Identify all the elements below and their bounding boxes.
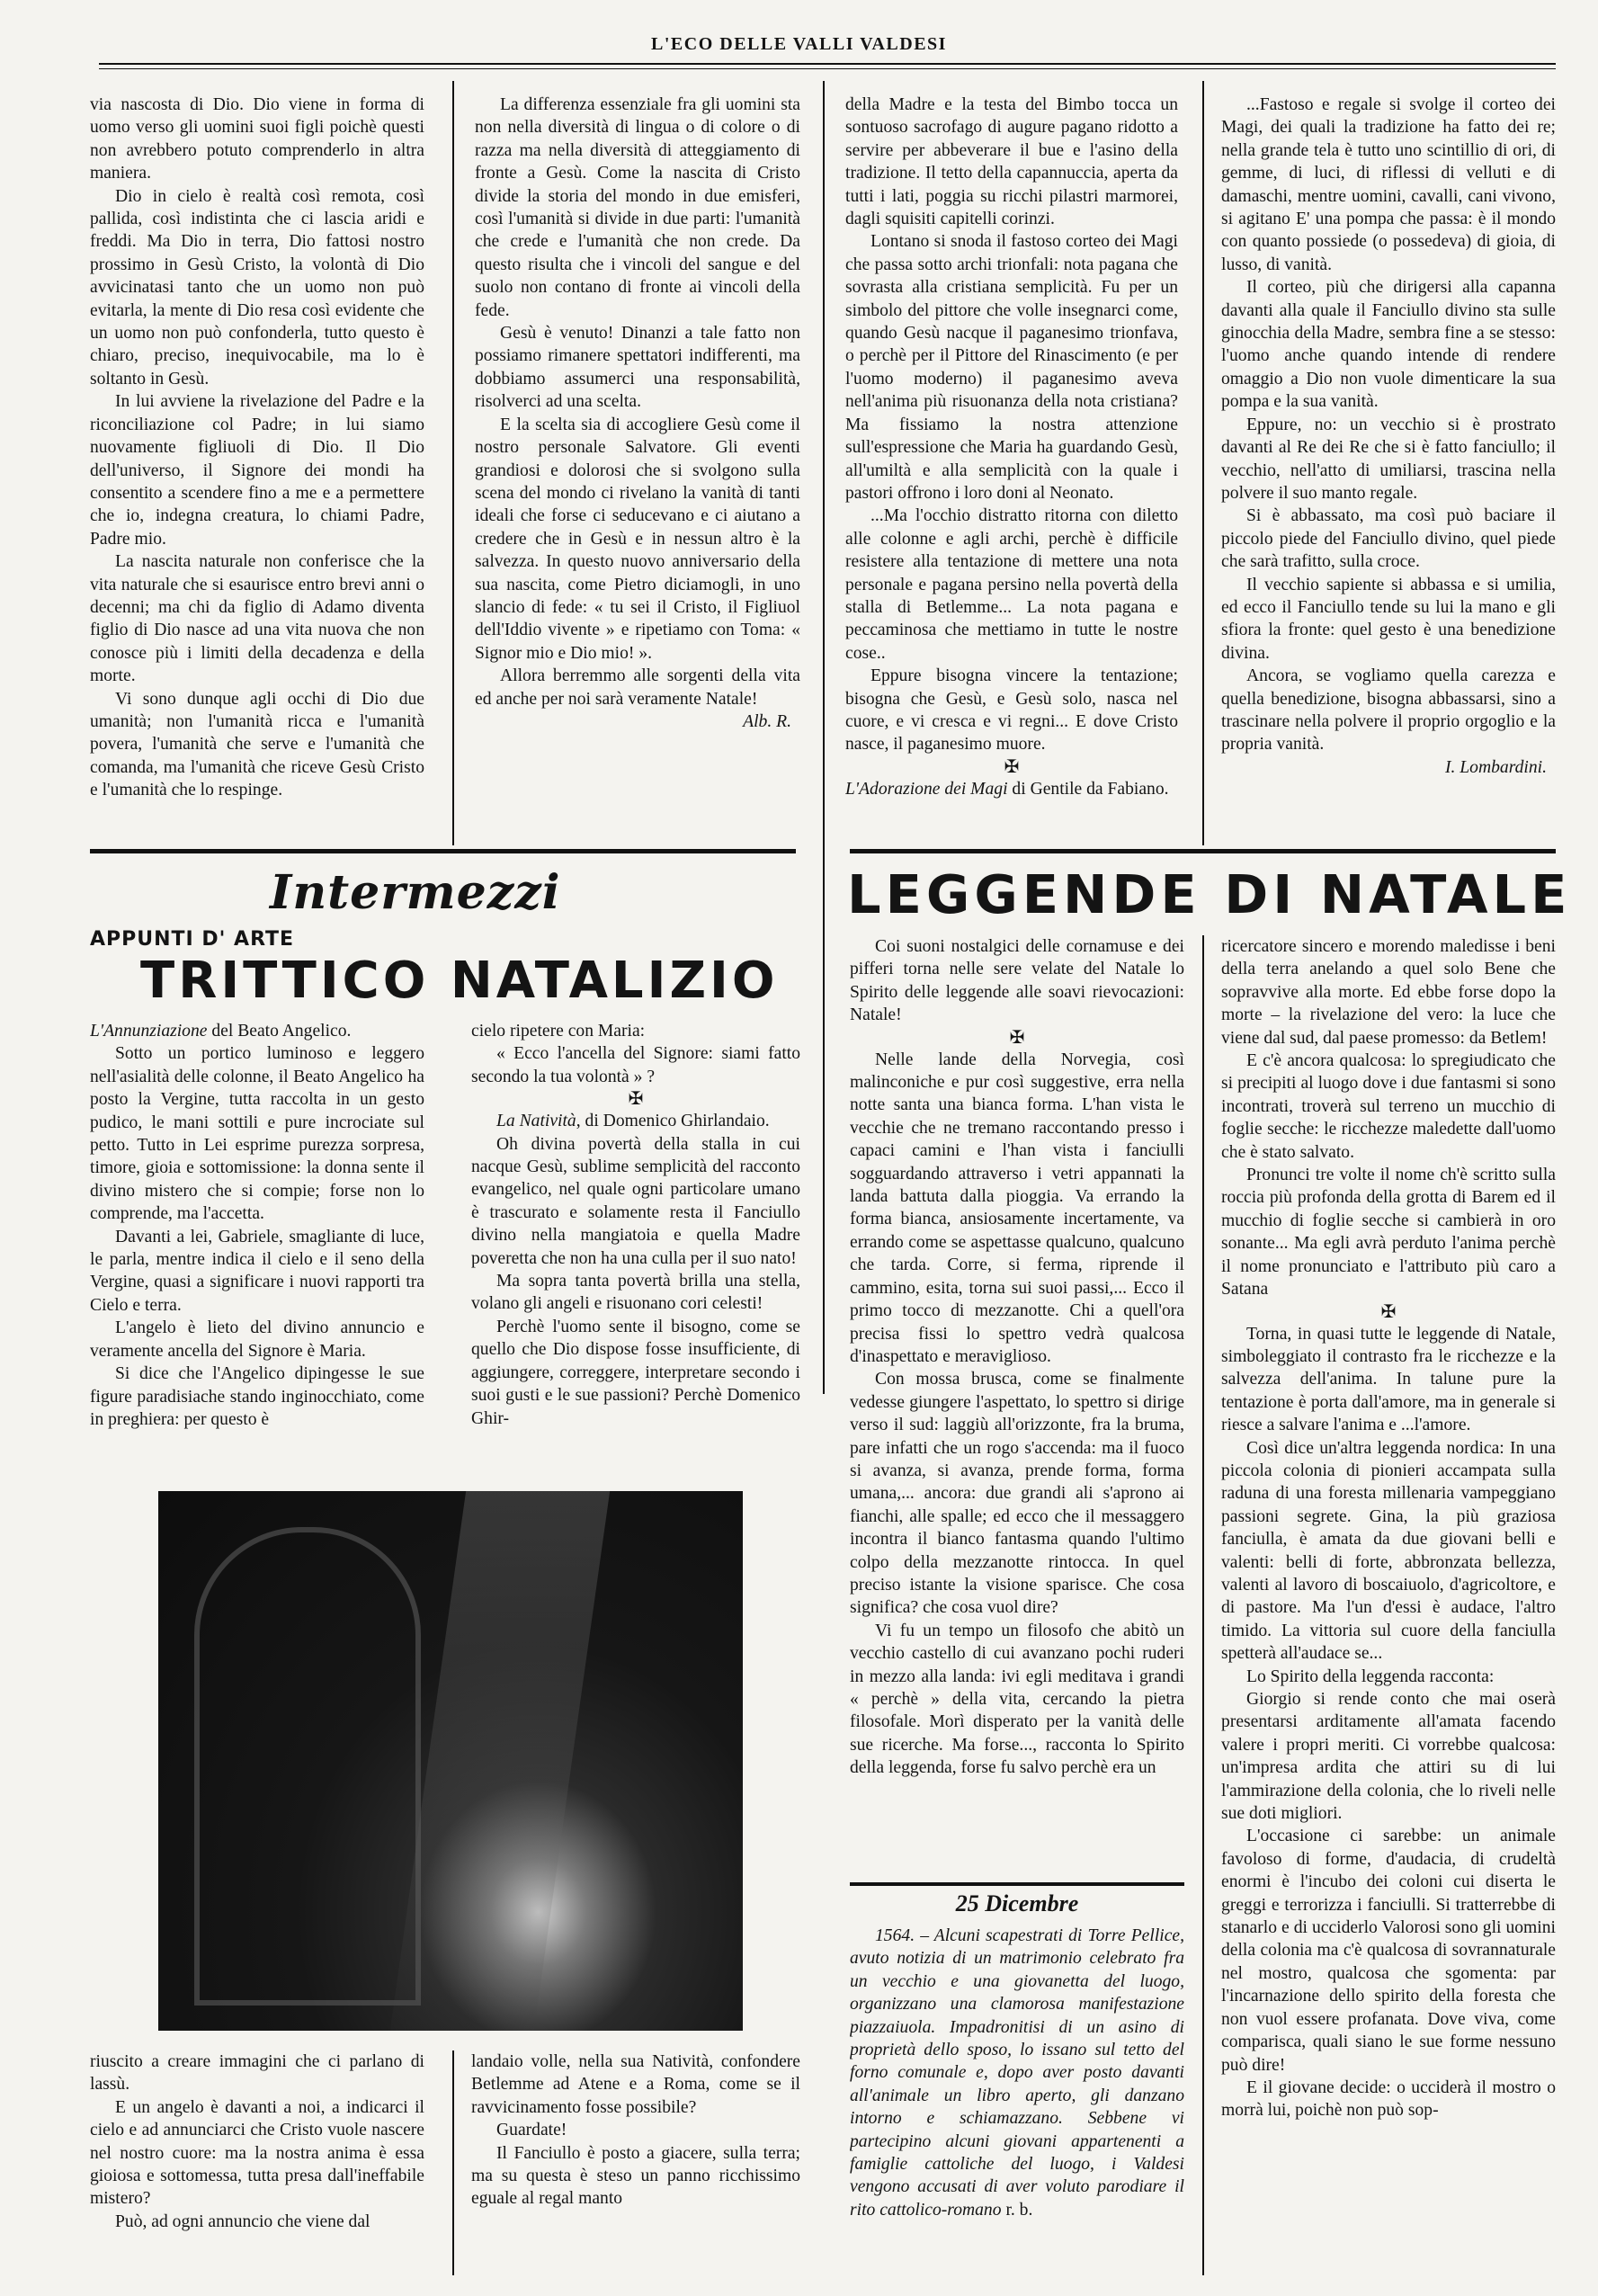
- paragraph: Con mossa brusca, come se finalmente vedesse giungere l'aspettato, lo spettro si dirige verso il sud: laggiù all'orizzonte, fra la bruma, pare infatti che un rogo s'accenda: ma il fuoco si avanza, si avanza, prende forma, forma umana,... ancora: due grandi ali s'aprono ai fianchi, alle spalle; ed ecco che il messaggero incontra il bianco fantasma quando l'ultimo colpo della mezzanotte rintocca. In quel preciso istante la visione sparisce. Che cosa significa? che cosa vuol dire?: [850, 1370, 1184, 1618]
- paragraph: Oh divina povertà della stalla in cui nacque Gesù, sublime semplicità del racconto evangelico, nel quale ogni particolare umano è trascurato e solamente resta il Fanciullo divino nella mangiatoia e quella Madre poveretta che non ha una culla per il suo nato!: [471, 1134, 800, 1268]
- leggende-headline: LEGGENDE DI NATALE: [847, 863, 1572, 925]
- cross-ornament: ✠: [1380, 1301, 1397, 1322]
- paragraph: Lo Spirito della leggenda racconta:: [1246, 1666, 1495, 1686]
- paragraph: Si è abbassato, ma così può baciare il piccolo piede del Fanciullo divino, quel piede che sarà trafitto, sulla croce.: [1221, 506, 1556, 572]
- dicembre-text: 1564. – Alcuni scapestrati di Torre Pellice, avuto notizia di un matrimonio celebrato fra un vecchio e una giovanetta del luogo, organizzano una clamorosa manifestazione piazzaiuola. Impadronitisi di un asino di proprietà dello sposo, lo issano sul tetto del forno comunale e, dopo aver posto davanti all'animale un libro aperto, gli danzano intorno e schiamazzano. Sebbene vi partecipino alcuni giovani appartenenti a famiglie cattoliche del luogo, i Valdesi vengono accusati di aver voluto parodiare il rito cattolico-romano: [850, 1926, 1184, 2220]
- paragraph: Giorgio si rende conto che mai oserà presentarsi arditamente all'amata facendo valere i propri meriti. Ci vorrebbe qualcosa: un'impresa ardita che attiri su di lui l'ammirazione della colonia, che lo riveli nelle sue doti migliori.: [1221, 1690, 1556, 1824]
- paragraph: Eppure bisogna vincere la tentazione; bisogna che Gesù, e Gesù solo, nasca nel cuore, e vi cresca e vi regni... E dove Cristo nasce, il paganesimo muore.: [845, 666, 1178, 755]
- intermezzi-title: Intermezzi: [270, 865, 561, 920]
- paragraph: Guardate!: [496, 2121, 567, 2140]
- photo-arch-shape: [194, 1527, 421, 2006]
- section-rule-left: [90, 849, 796, 853]
- paragraph: Nelle lande della Norvegia, così malinconiche e pur così suggestive, erra nella notte santa una bianca forma. L'han vista le vecchie che ne tremano raccontando presso i capaci camini e l'han vista i fanciulli sogguardando attraverso i vetri appannati la landa battuta dalla pioggia. Va errando la forma bianca, ansiosamente incertamente, va errando come se aspettasse qualcuno, qualcuno che tarda. Corre, si ferma, riprende il cammino, esita, torna sui suoi passi,... Ecco il primo tocco di mezzanotte. Chi a quell'ora precisa fissi lo spettro vedrà qualcosa d'inaspettato e meraviglioso.: [850, 1050, 1184, 1366]
- column-divider: [823, 81, 825, 1394]
- top-column-3: [845, 94, 1178, 840]
- lead-rest: del Beato Angelico.: [207, 1022, 352, 1041]
- paragraph: E il giovane decide: o ucciderà il mostro o morrà lui, poichè non può sop-: [1221, 2077, 1556, 2121]
- paragraph: L'occasione ci sarebbe: un animale favoloso di forme, d'audacia, di crudeltà enormi è l'incubo dei coloni cui diserta le greggi e terrorizza i fanciulli. Si tratterrebbe di stanarlo e di ucciderlo Valorosi sono gli uomini della colonia ma c'è qualcosa di sovrannaturale nel mostro, qualcosa che sgomenta: par l'incarnazione dello spirito della foresta che non vuol essere profanata. Dove viva, come comparisca, quali siano le sue forme nessuno può dire!: [1221, 1827, 1556, 2075]
- paragraph: E c'è ancora qualcosa: lo spregiudicato che si precipiti al luogo dove i due fantasmi si sono incontrati, troverà sul terreno un mucchio di foglie secche: le ricchezze maledette dall'uomo che è stato salvato.: [1221, 1051, 1556, 1162]
- cross-ornament: ✠: [1009, 1027, 1025, 1048]
- paragraph: Il Fanciullo è posto a giacere, sulla terra; ma su questa è steso un panno ricchissimo eguale al regal manto: [471, 2143, 800, 2209]
- running-head: L'ECO DELLE VALLI VALDESI: [651, 34, 947, 54]
- paragraph: Allora berremmo alle sorgenti della vita ed anche per noi sarà veramente Natale!: [475, 666, 800, 709]
- paragraph: Coi suoni nostalgici delle cornamuse e dei pifferi torna nelle sere velate del Natale lo Spirito delle leggende alle soavi rievocazioni: Natale!: [850, 937, 1184, 1025]
- paragraph: Lontano si snoda il fastoso corteo dei Magi che passa sotto archi trionfali: nota pagana che sovrasta alla cristiana semplicità. Fu per un simbolo del pittore che volle insegnarci come, quando Gesù nacque il paganesimo trionfava, o perchè per il Pittore del Rinascimento (e per l'uomo moderno) il paganesimo aveva nell'anima più risuonanza della nota cristiana? Ma fissiamo la nostra attenzione sull'espressione che Maria ha guardando Gesù, all'umiltà e alla semplicità con la quale i pastori offrono i loro doni al Neonato.: [845, 232, 1178, 503]
- paragraph: Ma sopra tanta povertà brilla una stella, volano gli angeli e risuonano cori celesti!: [471, 1272, 800, 1314]
- paragraph: E un angelo è davanti a noi, a indicarci il cielo e ad annunciarci che Cristo vuole nascere nel nostro cuore: ma la nostra anima è essa gioiosa e sottomessa, tutta presa dall'ineffabile mistero?: [90, 2097, 424, 2209]
- paragraph: Ancora, se vogliamo quella carezza e quella benedizione, bisogna abbassarsi, sino a trascinare nella polvere il proprio orgoglio e la propria vanità.: [1221, 666, 1556, 755]
- paragraph: La differenza essenziale fra gli uomini sta non nella diversità di lingua o di colore o di razza ma nella diversità di atteggiamento di fronte a Gesù. Come la nascita di Cristo divide la storia del mondo in due emisferi, così l'umanità si divide in due parti: l'umanità che crede e l'umanità che non crede. Da questo risulta che i vincoli del sangue e del suolo non contano di fronte ai vincoli della fede.: [475, 95, 800, 320]
- paragraph: Si dice che l'Angelico dipingesse le sue figure paradisiache stando inginocchiato, come in preghiera: per questo è: [90, 1364, 424, 1429]
- top-column-2: [475, 94, 800, 840]
- leggende-column-1: [850, 935, 1184, 1878]
- paragraph: della Madre e la testa del Bimbo tocca un sontuoso sacrofago di augure pagano ridotto a servire per abbeverare il bue e l'asino della tradizione. Il tetto della capannuccia, aperta da tutti i lati, poggia su ricchi pilastri marmorei, dagli squisiti capitelli corinzi.: [845, 95, 1178, 229]
- paragraph: L'angelo è lieto del divino annuncio e veramente ancella del Signore è Maria.: [90, 1318, 424, 1361]
- photo-light-beam: [390, 1491, 610, 2031]
- signature: Alb. R.: [743, 711, 791, 731]
- intermezzi-bottom-column-2: [471, 2050, 800, 2275]
- lead-line: [90, 1020, 424, 1042]
- paragraph: La nascita naturale non conferisce che la vita naturale che si esaurisce entro brevi anni o decenni; ma chi da figlio di Adamo diventa figlio di Dio nasce ad una vita nuova che non conosce più i limiti della decadenza e della morte.: [90, 552, 424, 686]
- paragraph: Sotto un portico luminoso e leggero nell'asialità delle colonne, il Beato Angelico ha posto la Vergine, tutta raccolta in un gesto pudico, le mani sottili e pure incrociate sul petto. Tutto in Lei esprime purezza sorpresa, timore, gioia e sottomissione: la donna sente il divino mistero che si compie; forse non lo comprende, ma l'accetta.: [90, 1044, 424, 1224]
- paragraph: cielo ripetere con Maria:: [471, 1022, 646, 1041]
- paragraph: Davanti a lei, Gabriele, smagliante di luce, le parla, mentre indica il cielo e il seno della Vergine, quasi a significare i nuovi rapporti tra Cielo e terra.: [90, 1227, 424, 1315]
- paragraph: Perchè l'uomo sente il bisogno, come se quello che Dio dispose fosse insufficiente, di aggiungere, correggere, interpretare secondo i suoi gusti e le sue passioni? Perchè Domenico Ghir-: [471, 1317, 800, 1428]
- intermezzi-column-1: [90, 1020, 424, 1470]
- dicembre-box: [850, 1925, 1184, 2275]
- header-rule-top: [99, 63, 1556, 65]
- paragraph: Dio in cielo è realtà così remota, così pallida, così indistinta che ci lascia aridi e freddi. Ma Dio in terra, Dio fattosi nostro prossimo in Gesù Cristo, la volontà di Dio avvicinatasi tanto che un uomo non può evitarla, la mente di Dio resa così evidente che un uomo non può confonderla, tutto questo è chiaro, preciso, inequivocabile, ma lo è soltanto in Gesù.: [90, 186, 424, 389]
- paragraph: Gesù è venuto! Dinanzi a tale fatto non possiamo rimanere spettatori indifferenti, ma dobbiamo assumerci una responsabilità, risolverci ad una scelta.: [475, 324, 800, 412]
- paragraph: Così dice un'altra leggenda nordica: In una piccola colonia di pionieri accampata sulla raduna di una foresta millenaria vampeggiano passioni segrete. Gina, la più graziosa fanciulla, è amata da due giovani belli e valenti: belli di forte, abbronzata bellezza, valenti al lavoro di boscaiuolo, d'agricoltore, e di pastore. Ma l'un d'essi è audace, l'altro timido. La vittoria sul cuore della fanciulla spetterà all'audace se...: [1221, 1438, 1556, 1664]
- intermezzi-bottom-column-1: [90, 2050, 424, 2275]
- signature: I. Lombardini.: [1444, 757, 1547, 777]
- paragraph: via nascosta di Dio. Dio viene in forma di uomo verso gli uomini suoi figli poichè questi non avrebbero potuto comprenderlo in altra maniera.: [90, 95, 424, 183]
- section-rule-right: [850, 849, 1556, 853]
- nativity-photo: [158, 1491, 743, 2031]
- paragraph: Eppure, no: un vecchio si è prostrato davanti al Re dei Re che si è fatto fanciullo; il vecchio, nell'atto di umiliarsi, trascina nella polvere il suo manto regale.: [1221, 415, 1556, 503]
- column-divider: [452, 2050, 454, 2275]
- column-divider: [1202, 935, 1204, 2275]
- paragraph: « Ecco l'ancella del Signore: siami fatto secondo la tua volontà » ?: [471, 1044, 800, 1086]
- paragraph: Può, ad ogni annuncio che viene dal: [115, 2211, 370, 2231]
- lead-title: La Natività: [496, 1112, 576, 1131]
- paragraph: ...Fastoso e regale si svolge il corteo dei Magi, dei quali la tradizione ha fatto dei re; nella grande tela è tutto uno scintillio di ori, di gemme, di luci, di riflessi di velluti e di damaschi, mentre uomini, cavalli, cani vivono, si agitano E' una pompa che passa: è il mondo con quanto possiede (o possedeva) di gioia, di lusso, di vanità.: [1221, 95, 1556, 274]
- paragraph: Torna, in quasi tutte le leggende di Natale, simboleggiato il contrasto fra le ricchezze e la salvezza dell'anima. In talune pure la tentazione è porta dall'amore, ma in generale si riesce a salvare l'anima e ...l'amore.: [1221, 1324, 1556, 1435]
- paragraph: In lui avviene la rivelazione del Padre e la riconciliazione col Padre; in lui siamo nuovamente figliuoli di Dio. Il Dio dell'universo, il Signore dei mondi ha consentito a scendere fino a me e a permettere che io, indegna creatura, lo chiami Padre, Padre mio.: [90, 392, 424, 549]
- paragraph: riuscito a creare immagini che ci parlano di lassù.: [90, 2052, 424, 2095]
- column-divider: [1202, 81, 1204, 845]
- paragraph: landaio volle, nella sua Natività, confondere Betlemme ad Atene e a Roma, come se il ravvicinamento fosse possibile?: [471, 2052, 800, 2117]
- paragraph: ...Ma l'occhio distratto ritorna con diletto alle colonne e agli archi, perchè è difficile resistere alla tentazione di mettere una nota personale e pagana persino nella povertà della stalla di Betlemme... La nota pagana e peccaminosa che mettiamo in tutte le nostre cose..: [845, 506, 1178, 663]
- paragraph: Il vecchio sapiente si abbassa e si umilia, ed ecco il Fanciullo tende su lui la mano e gli sfiora la fronte: quel gesto è una benedizione divina.: [1221, 575, 1556, 663]
- dicembre-title: 25 Dicembre: [955, 1890, 1079, 1916]
- paragraph: Vi sono dunque agli occhi di Dio due umanità; non l'umanità ricca e l'umanità povera, l'umanità che serve e l'umanità che comanda, ma l'umanità che riceve Gesù Cristo e l'umanità che lo respinge.: [90, 689, 424, 800]
- cross-ornament: ✠: [628, 1089, 644, 1110]
- dicembre-rule: [850, 1882, 1184, 1886]
- paragraph: E la scelta sia di accogliere Gesù come il nostro personale Salvatore. Gli eventi grandiosi e dolorosi che si svolgono sulla scena del mondo ci rivelano la vanità di tanti ideali che forse ci seducevano e ci aiutano a credere che in Gesù e in nessun altro è la salvezza. In questo nuovo anniversario della sua nascita, come Pietro diciamogli, in uno slancio di fede: « tu sei il Cristo, il Figliuol dell'Iddio vivente » e ripetiamo con Toma: « Signor mio e Dio mio! ».: [475, 415, 800, 663]
- dicembre-signature: r. b.: [1005, 2200, 1033, 2220]
- column-divider: [452, 81, 454, 845]
- caption-title: L'Adorazione dei Magi: [845, 779, 1008, 799]
- top-column-1: [90, 94, 424, 840]
- header-rule-bottom: [99, 68, 1556, 69]
- cross-ornament: ✠: [1004, 756, 1020, 777]
- intermezzi-headline: TRITTICO NATALIZIO: [140, 951, 779, 1010]
- lead-line: [471, 1110, 800, 1132]
- caption: [845, 778, 1178, 800]
- top-column-4: [1221, 94, 1556, 840]
- paragraph: ricercatore sincero e morendo maledisse i beni della terra anelando a quel solo Bene che sopravvive alla morte. Ed ebbe forse dopo la morte – la rivelazione del vero: la luce che viene dal sud, dal paese promesso: da Betlem!: [1221, 937, 1556, 1048]
- lead-title: L'Annunziazione: [90, 1022, 208, 1041]
- lead-rest: , di Domenico Ghirlandaio.: [576, 1112, 770, 1131]
- paragraph: Il corteo, più che dirigersi alla capanna davanti alla quale il Fanciullo divino sta sulle ginocchia della Madre, sembra fine a se stesso: l'uomo anche quando intende di rendere omaggio a Dio non vuole dimenticare la sua pompa e la sua vanità.: [1221, 278, 1556, 412]
- dicembre-paragraph: [850, 1925, 1184, 2221]
- caption-rest: di Gentile da Fabiano.: [1007, 779, 1169, 799]
- paragraph: Pronunci tre volte il nome ch'è scritto sulla roccia più profonda della grotta di Barem ed il mucchio di foglie secche si cambierà in oro sonante... Ma egli avrà perduto l'anima perchè il nome pronunciato e l'attributo più caro a Satana: [1221, 1166, 1556, 1300]
- intermezzi-column-2: [471, 1020, 800, 1470]
- paragraph: Vi fu un tempo un filosofo che abitò un vecchio castello di cui avanzano pochi ruderi in mezzo alla landa: ivi egli meditava i grandi « perchè » della vita, cercando la pietra filosofale. Morì disperato per la vanità delle sue ricerche. Ma forse..., racconta lo Spirito della leggenda, forse fu salvo perchè era un: [850, 1621, 1184, 1778]
- leggende-column-2: [1221, 935, 1556, 2280]
- intermezzi-kicker: APPUNTI D' ARTE: [90, 928, 295, 951]
